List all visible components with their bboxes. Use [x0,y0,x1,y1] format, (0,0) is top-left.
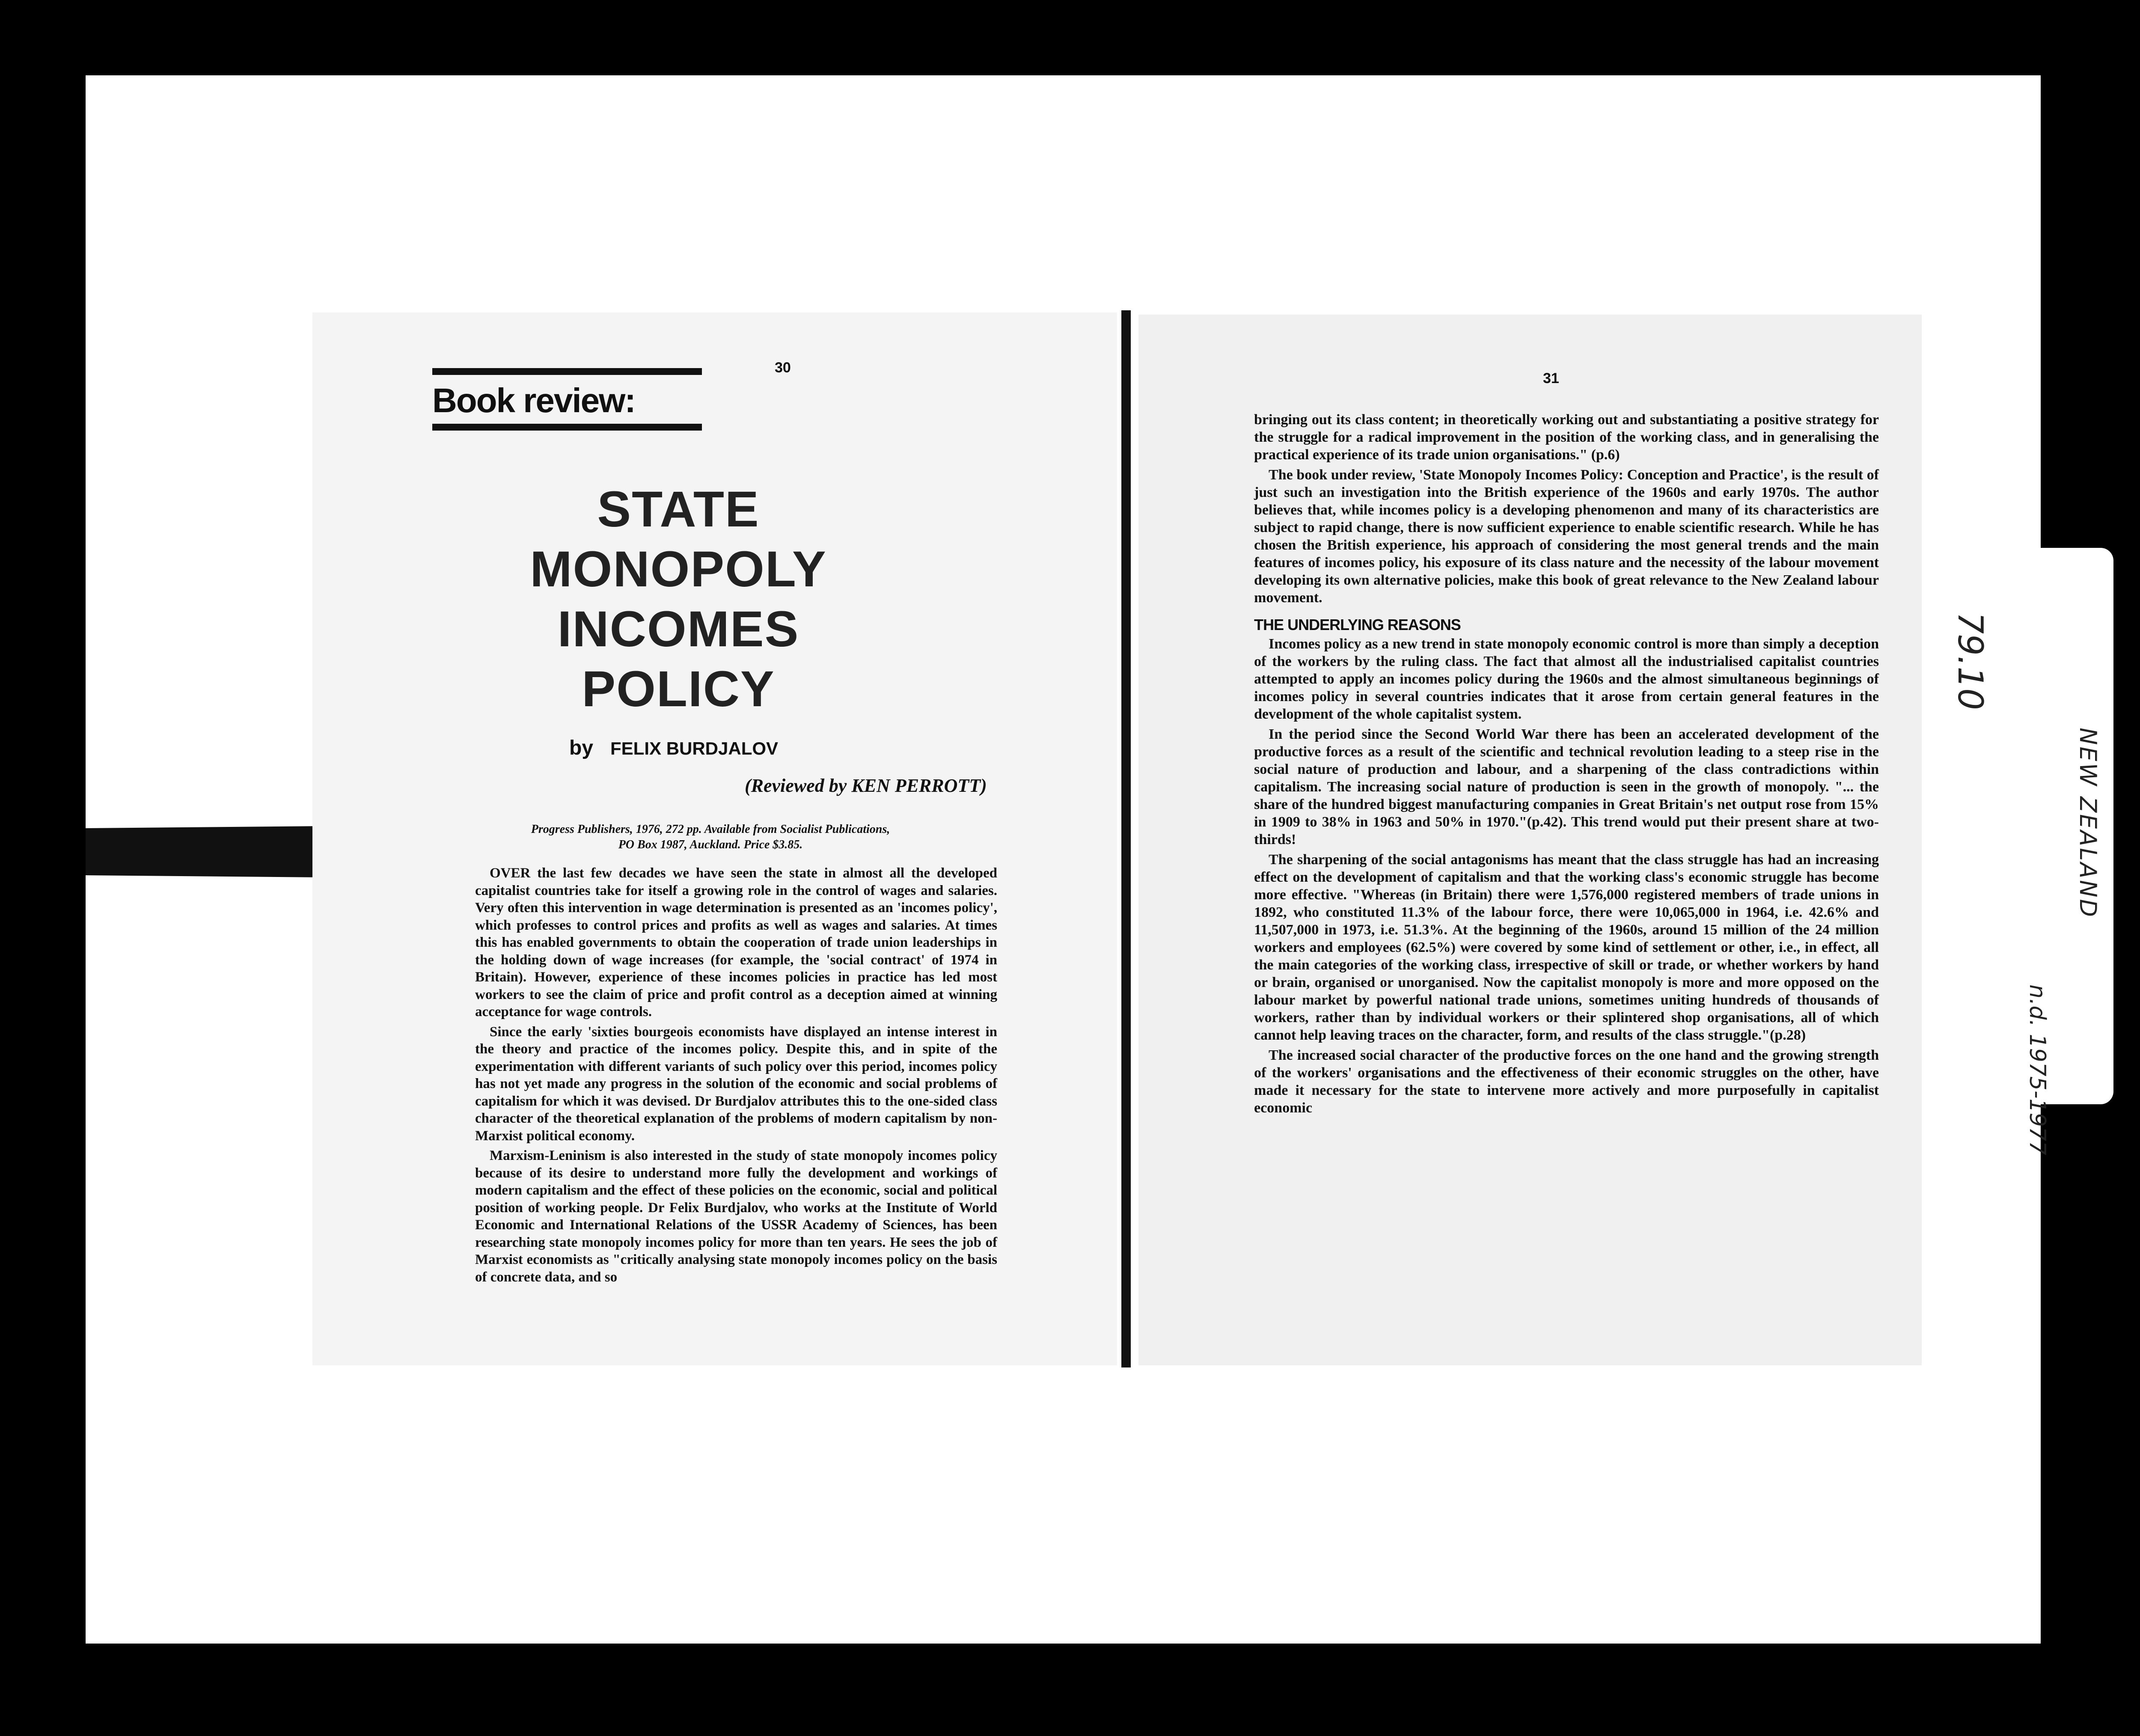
paragraph: The increased social character of the productive forces on the one hand and the growing strength of the workers' organisations and the effectiveness of their economic struggles on the other, have made it necessary for the state to intervene more actively and more purposefully in capitalist economic [1254,1047,1879,1116]
page-number-left: 30 [775,360,791,376]
publication-line: PO Box 1987, Auckland. Price $3.85. [618,838,803,851]
paragraph: Incomes policy as a new trend in state monopoly economic control is more than simply a deception of the workers by the ruling class. The fact that almost all the industrialised capitalist countries attempted to apply an incomes policy during the 1960s and the almost simultaneous beginnings of incomes policy in several countries indicates that it arose from certain general features in the development of the whole capitalist system. [1254,636,1879,722]
byline [569,736,778,760]
section-heading: THE UNDERLYING REASONS [1254,616,1461,633]
paragraph: In the period since the Second World War there has been an accelerated development of the productive forces as a result of the scientific and technical revolution leading to a steep rise in the social nature of production and labour, and a sharpening of the class contradictions within capitalism. The increasing social nature of production is seen in the growth of monopoly. "... the share of the hundred biggest manufacturing companies in Great Britain's net output rose from 15% in 1909 to 38% in 1963 and 50% in 1970."(p.42). This trend would put their present share at two-thirds! [1254,726,1879,847]
date-annotation: n.d. 1975-1977 [2024,984,2050,1155]
reviewer-credit: (Reviewed by KEN PERROTT) [745,775,987,796]
page-spine [1121,310,1131,1367]
publication-line: Progress Publishers, 1976, 272 pp. Available from Socialist Publications, [531,823,890,836]
paragraph: bringing out its class content; in theoretically working out and substantiating a positive strategy for the struggle for a radical improvement in the position of the working class, and in generalising the practical experience of its trade union organisations." (p.6) [1254,412,1879,463]
paragraph: The sharpening of the social antagonisms has meant that the class struggle has had an increasing effect on the development of capitalism and that the working class's economic struggle has become more effective. "Whereas (in Britain) there were 1,576,000 registered members of trade unions in 1892, who constituted 11.3% of the labour force, there were 10,065,000 in 1964, i.e. 42.6% and 11,507,000 in 1973, i.e. 51.3%. At the beginning of the 1960s, around 15 million of the 24 million workers and employees (62.5%) were covered by some kind of settlement or other, i.e., in effect, all the main categories of the working class, irrespective of skill or trade, or whether workers by hand or brain, organised or unorganised. Now the capitalist monopoly is more and more opposed on the labour market by powerful national trade unions, sometimes uniting hundreds of thousands of workers, rather than by individual workers or their splintered shop organisations, all of which cannot help leaving traces on the character, form, and results of the class struggle."(p.28) [1254,852,1879,1043]
title-line: STATE [597,481,760,538]
paragraph: Marxism-Leninism is also interested in the study of state monopoly incomes policy because of its desire to understand more fully the development and workings of modern capitalism and the effect of these policies on the economic, social and political position of working people. Dr Felix Burdjalov, who works at the Institute of World Economic and International Relations of the USSR Academy of Sciences, has been researching state monopoly incomes policy for more than ten years. He sees the job of Marxist economists as "critically analysing state monopoly incomes policy on the basis of concrete data, and so [475,1148,997,1285]
title-line: POLICY [582,661,775,717]
page-number-right: 31 [1543,370,1559,386]
left-body-text [475,865,997,1288]
left-page [312,312,1117,1365]
right-page [1138,315,1922,1365]
publication-details [496,822,924,853]
paragraph: The book under review, 'State Monopoly Incomes Policy: Conception and Practice', is the result of just such an investigation into the British experience of the 1960s and early 1970s. The author believes that, while incomes policy is a developing phenomenon and many of its characteristics are subject to rapid change, there is now sufficient experience to enable scientific research. While he has chosen the British experience, his approach of considering the most general trends and the main features of incomes policy, his exposure of its class nature and the necessity of the labour movement developing its own alternative policies, make this book of great relevance to the New Zealand labour movement. [1254,467,1879,606]
title-line: INCOMES [557,601,800,657]
right-body-text [1254,411,1879,1119]
article-title [432,479,924,719]
volume-annotation: 79.10 [1950,612,1990,710]
paragraph: OVER the last few decades we have seen the state in almost all the developed capitalist countries take for itself a growing role in the control of wages and salaries. Very often this intervention in wage determination is presented as an 'incomes policy', which professes to control prices and profits as well as wages and salaries. At times this has enabled governments to obtain the cooperation of trade union leaderships in the holding down of wage increases (for example, the 'social contract' of 1974 in Britain). However, experience of these incomes policies in practice has led most workers to see the claim of price and profit control as a deception aimed at winning acceptance for wage controls. [475,865,997,1020]
paragraph: Since the early 'sixties bourgeois economists have displayed an intense interest in the theory and practice of the incomes policy. Despite this, and in spite of the experimentation with different variants of such policy over this period, incomes policy has not yet made any progress in the solution of the economic and social problems of capitalism for which it was devised. Dr Burdjalov attributes this to the one-sided class character of the theoretical explanation of the problems of modern capitalism by non-Marxist political economy. [475,1024,997,1144]
title-line: MONOPOLY [530,541,827,597]
byline-prefix: by [569,737,594,759]
country-annotation: NEW ZEALAND [2075,728,2101,919]
author-name: FELIX BURDJALOV [610,738,779,758]
section-label: Book review: [432,368,702,431]
